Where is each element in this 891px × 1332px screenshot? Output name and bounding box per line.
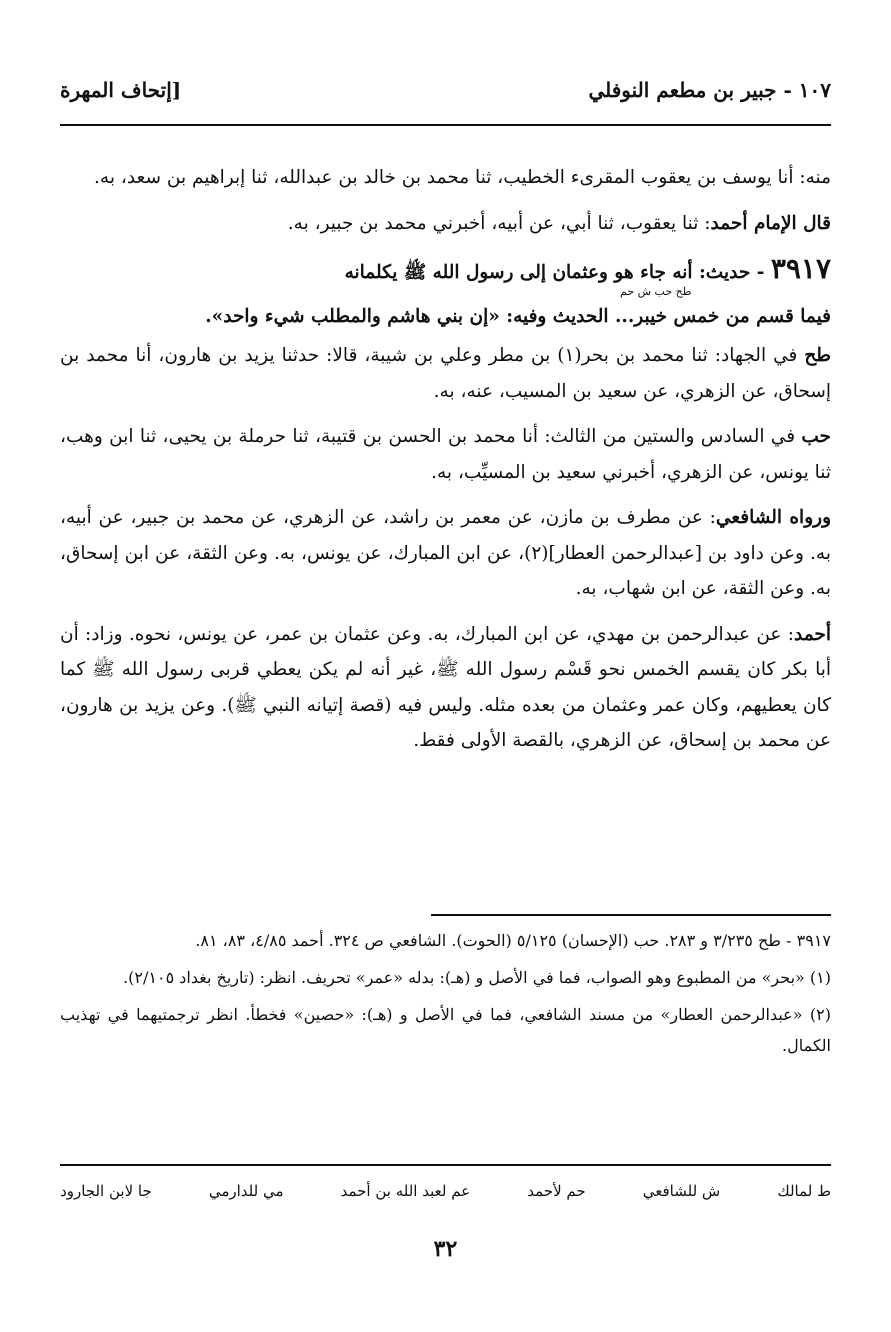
paragraph-text: : عن مطرف بن مازن، عن معمر بن راشد، عن الزهري، عن محمد بن جبير، عن أبيه، به. وعن داود بن [عبدالرحمن العطار](٢)، عن ابن المبارك، عن يونس، به. وعن الثقة، عن ابن إسحاق، به. وعن الثقة، عن ابن شهاب، به. <box>60 507 831 599</box>
paragraph-lead: حب <box>801 426 831 447</box>
header-chapter-title: ١٠٧ - جبير بن مطعم النوفلي <box>588 78 831 102</box>
footnote-1: (١) «بحر» من المطبوع وهو الصواب، فما في الأصل و (هـ): بدله «عمر» تحريف. انظر: (تاريخ بغداد ٢/١٠٥). <box>123 968 831 987</box>
legend-item: ط لمالك <box>777 1182 831 1200</box>
hadith-paragraph <box>60 251 831 334</box>
paragraph <box>60 500 831 607</box>
running-header <box>60 78 831 112</box>
paragraph <box>60 419 831 490</box>
paragraph-text: في الجهاد: ثنا محمد بن بحر(١) بن مطر وعلي بن شيبة، قالا: حدثنا يزيد بن هارون، أنا محمد بن إسحاق، عن الزهري، عن سعيد بن المسيب، عنه، به. <box>60 345 831 402</box>
sigla-legend <box>60 1182 831 1200</box>
legend-item: ش للشافعي <box>642 1182 721 1200</box>
legend-item: مي للدارمي <box>208 1182 284 1200</box>
paragraph-text: : ثنا يعقوب، ثنا أبي، عن أبيه، أخبرني محمد بن جبير، به. <box>287 212 711 234</box>
paragraph-lead: ورواه الشافعي <box>715 507 831 528</box>
legend-rule <box>60 1164 831 1166</box>
footnotes <box>60 925 831 1067</box>
legend-item: عم لعبد الله بن أحمد <box>340 1182 471 1200</box>
paragraph <box>60 206 831 242</box>
paragraph-lead: طح <box>804 345 832 366</box>
paragraph <box>60 338 831 409</box>
header-rule <box>60 124 831 126</box>
paragraph <box>60 160 831 196</box>
paragraph <box>60 617 831 759</box>
legend-item: جا لابن الجارود <box>60 1182 152 1200</box>
legend-item: حم لأحمد <box>527 1182 586 1200</box>
paragraph-text: منه: أنا يوسف بن يعقوب المقرىء الخطيب، ثنا محمد بن خالد بن عبدالله، ثنا إبراهيم بن سعد، به. <box>94 167 831 188</box>
page-number: ٣٢ <box>433 1236 458 1262</box>
source-sigla: طح حب ش حم <box>620 284 692 298</box>
footnote-rule <box>431 914 831 916</box>
hadith-title: - حديث: أنه جاء هو وعثمان إلى رسول الله ﷺ يكلمانه <box>344 262 771 283</box>
footnote-sources: ٣٩١٧ - طح ٣/٢٣٥ و ٢٨٣. حب (الإحسان) ٥/١٢٥ (الحوت). الشافعي ص ٣٢٤. أحمد ٤/٨٥، ٨٣، ٨١. <box>195 931 831 950</box>
hadith-text: فيما قسم من خمس خيبر... الحديث وفيه: «إن بني هاشم والمطلب شيء واحد». <box>205 305 831 327</box>
hadith-number: ٣٩١٧ <box>770 252 831 285</box>
footnote-2: (٢) «عبدالرحمن العطار» من مسند الشافعي، فما في الأصل و (هـ): «حصين» فخطأ. انظر ترجمتيهما في تهذيب الكمال. <box>60 1005 831 1055</box>
paragraph-lead: قال الإمام أحمد <box>710 212 831 234</box>
main-text <box>60 160 831 769</box>
paragraph-text: في السادس والستين من الثالث: أنا محمد بن الحسن بن قتيبة، ثنا حرملة بن يحيى، ثنا ابن وهب، ثنا يونس، عن الزهري، أخبرني سعيد بن المسيِّب، به. <box>60 426 831 483</box>
paragraph-lead: أحمد <box>794 623 831 645</box>
paragraph-text: : عن عبدالرحمن بن مهدي، عن ابن المبارك، به. وعن عثمان بن عمر، عن يونس، نحوه. وزاد: أن أبا بكر كان يقسم الخمس نحو قَسْم رسول الله ﷺ، غير أنه لم يكن يعطي قربى رسول الله ﷺ كما كان يعطيهم، وكان عمر وعثمان من بعده مثله. وليس فيه (قصة إتيانه النبي ﷺ). وعن يزيد بن هارون، عن محمد بن إسحاق، عن الزهري، بالقصة الأولى فقط. <box>60 623 831 751</box>
header-book-title: [إتحاف المهرة <box>60 78 182 102</box>
